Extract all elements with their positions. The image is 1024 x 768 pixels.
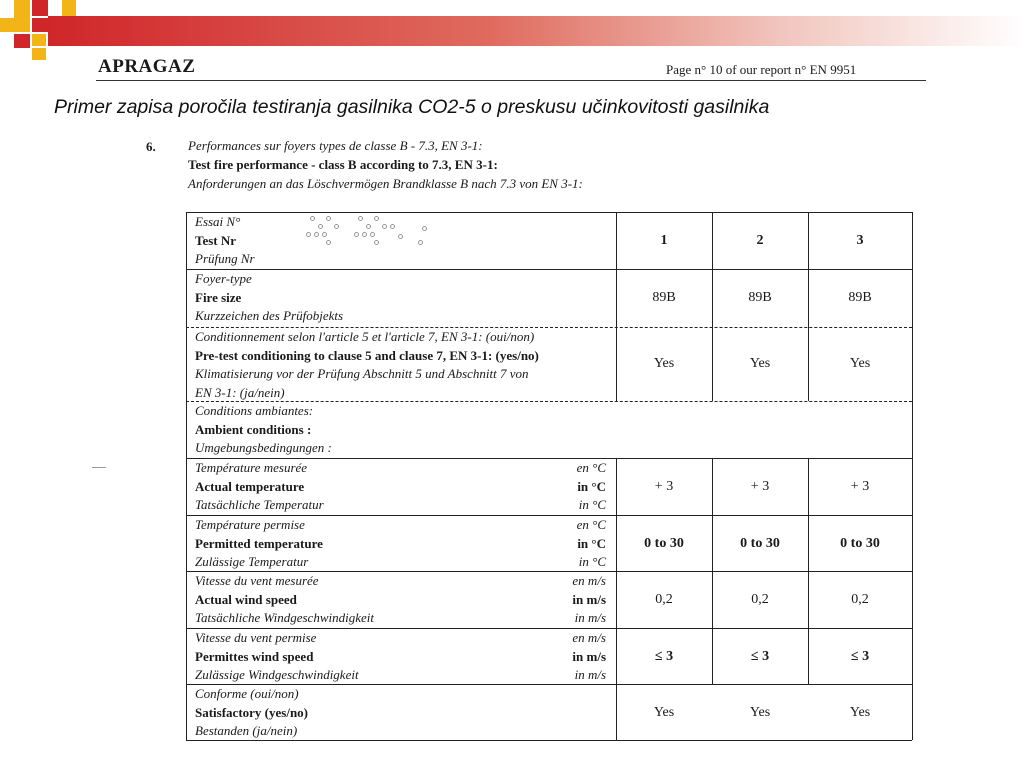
actual-temperature-3: + 3 (850, 479, 870, 494)
table-border-right (912, 212, 913, 740)
header-square-yellow-3 (0, 18, 30, 32)
actual-temperature-2: + 3 (750, 479, 770, 494)
row-label-ambient: Conditions ambiantes: Ambient conditions : Umgebungsbedingungen : (195, 403, 332, 455)
row-label-satisfactory: Conforme (oui/non) Satisfactory (yes/no) Bestanden (ja/nein) (195, 686, 309, 738)
unit-permitted-temperature: en °C in °C in °C (576, 517, 606, 569)
row-label-actual-temperature: Température mesurée Actual temperature Tatsächliche Temperatur (195, 460, 324, 512)
header-square-yellow-5 (32, 34, 46, 46)
header-square-yellow-6 (32, 48, 46, 60)
scan-mark (92, 467, 106, 468)
test-nr-1: 1 (660, 233, 668, 248)
header-rule (96, 80, 926, 81)
test-nr-3: 3 (856, 233, 864, 248)
unit-actual-wind-speed: en m/s in m/s in m/s (572, 573, 606, 625)
satisfactory-1: Yes (653, 705, 675, 720)
actual-wind-speed-3: 0,2 (851, 592, 869, 607)
permitted-temperature-2: 0 to 30 (740, 536, 780, 551)
fire-size-3: 89B (848, 290, 872, 305)
row-label-conditioning: Conditionnement selon l'article 5 et l'article 7, EN 3-1: (oui/non) Pre-test conditioning to clause 5 and clause 7, EN 3-1: (yes/no) Klimatisierung vor der Prüfung Abschnitt 5 und Abschnitt 7 von EN 3-1: (ja/nein) (195, 329, 539, 400)
section-number: 6. (146, 139, 156, 154)
fire-size-2: 89B (748, 290, 772, 305)
section-title-de: Anforderungen an das Löschvermögen Brandklasse B nach 7.3 von EN 3-1: (188, 176, 583, 191)
permitted-wind-speed-3: ≤ 3 (850, 649, 870, 664)
redacted-stamp (304, 214, 424, 248)
actual-wind-speed-1: 0,2 (655, 592, 673, 607)
satisfactory-2: Yes (749, 705, 771, 720)
actual-wind-speed-2: 0,2 (751, 592, 769, 607)
row-label-fire-size: Foyer-type Fire size Kurzzeichen des Prüfobjekts (195, 271, 344, 323)
permitted-temperature-3: 0 to 30 (840, 536, 880, 551)
header-square-red-4 (14, 34, 30, 48)
fire-size-1: 89B (652, 290, 676, 305)
conditioning-2: Yes (749, 356, 771, 371)
table-border-left (186, 212, 187, 740)
test-nr-2: 2 (756, 233, 764, 248)
section-title-fr: Performances sur foyers types de classe B - 7.3, EN 3-1: (188, 138, 483, 153)
permitted-temperature-1: 0 to 30 (644, 536, 684, 551)
conditioning-1: Yes (653, 356, 675, 371)
page-reference: Page n° 10 of our report n° EN 9951 (666, 62, 857, 77)
slide-caption: Primer zapisa poročila testiranja gasilnika CO2-5 o preskusu učinkovitosti gasilnika (54, 96, 770, 118)
table-border-top (186, 212, 912, 213)
unit-permitted-wind-speed: en m/s in m/s in m/s (572, 630, 606, 682)
satisfactory-3: Yes (849, 705, 871, 720)
row-label-test-nr: Essai N° Test Nr Prüfung Nr (195, 214, 255, 266)
row-label-actual-wind-speed: Vitesse du vent mesurée Actual wind speed Tatsächliche Windgeschwindigkeit (195, 573, 374, 625)
conditioning-3: Yes (849, 356, 871, 371)
company-name: APRAGAZ (98, 56, 196, 77)
header-square-red-1 (32, 0, 48, 16)
row-label-permitted-wind-speed: Vitesse du vent permise Permittes wind speed Zulässige Windgeschwindigkeit (195, 630, 359, 682)
permitted-wind-speed-1: ≤ 3 (654, 649, 674, 664)
unit-actual-temperature: en °C in °C in °C (576, 460, 606, 512)
section-title-en: Test fire performance - class B according to 7.3, EN 3-1: (188, 157, 498, 172)
permitted-wind-speed-2: ≤ 3 (750, 649, 770, 664)
header-square-yellow-1 (14, 0, 30, 18)
header-square-red-2 (32, 18, 48, 32)
header-gradient-band (48, 16, 1024, 46)
row-label-permitted-temperature: Température permise Permitted temperature Zulässige Temperatur (195, 517, 323, 569)
actual-temperature-1: + 3 (654, 479, 674, 494)
test-results-table (186, 212, 912, 740)
